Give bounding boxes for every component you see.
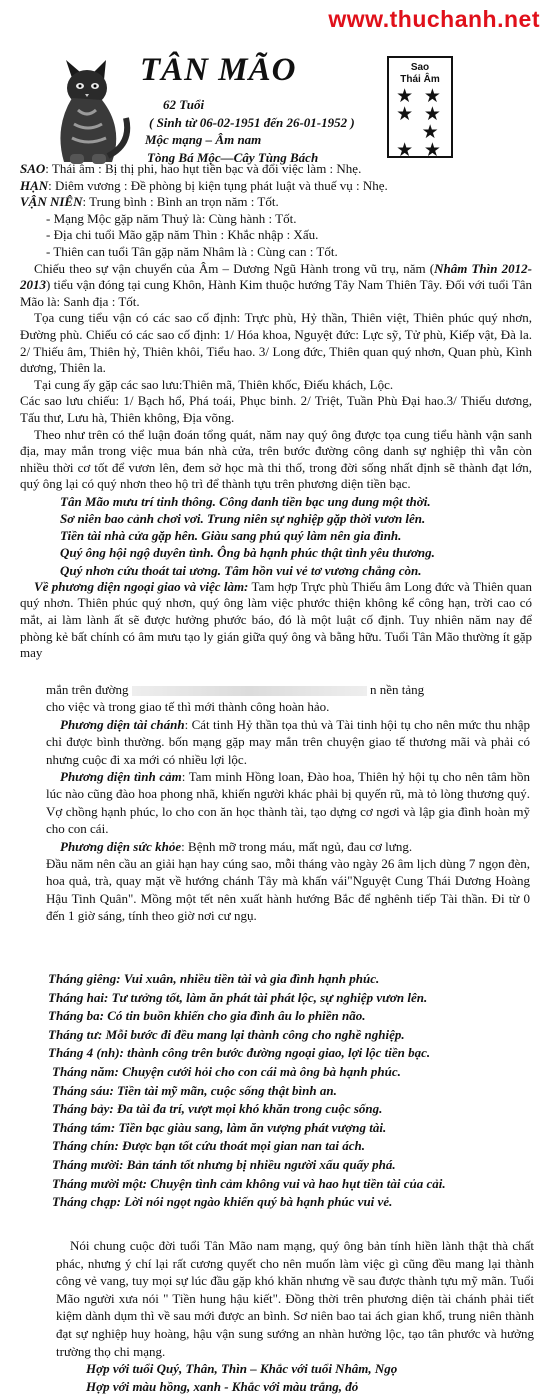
month-line: Tháng ba: Có tin buồn khiến cho gia đình âu lo phiền não. bbox=[48, 1008, 366, 1024]
month-line: Tháng sáu: Tiền tài mỹ mãn, cuộc sống thật bình an. bbox=[52, 1082, 337, 1098]
month-line: Tháng 4 (nh): thành công trên bước đường ngoại giao, lợi lộc tiền bạc. bbox=[48, 1045, 431, 1061]
month-line: Tháng bảy: Đa tài đa trí, vượt mọi khó khăn trong cuộc sống. bbox=[52, 1101, 383, 1117]
poem-line: Tiền tài nhà cửa gặp hên. Giàu sang phú quý làm nên gia đình. bbox=[60, 528, 402, 544]
star-line: SAO: Thái âm : Bị thị phi, hao hụt tiền bạc và đổi việc làm : Nhẹ. bbox=[20, 161, 362, 176]
poem-line: Tân Mão mưu trí tinh thông. Công danh tiền bạc ung dung một thời. bbox=[60, 493, 431, 509]
star-line: HẠN: Diêm vương : Đề phòng bị kiện tụng phát luật và thuế vụ : Nhẹ. bbox=[20, 177, 388, 193]
month-line: Tháng tám: Tiền bạc giàu sang, làm ăn vượng phát vượng tài. bbox=[52, 1119, 387, 1135]
monthly-forecast bbox=[48, 970, 538, 1212]
lineage-text: Tòng Bá Mộc—Cây Tùng Bách bbox=[147, 149, 319, 165]
main-content bbox=[20, 161, 532, 662]
paragraph: Chiếu theo sự vận chuyển của Âm – Dương Ngũ Hành trong vũ trụ, năm (Nhâm Thìn 2012-2013) tiểu vận đóng tại cung Khôn, Hành Kim thuộc hướng Tây Nam Thiên Tây. Đối với tuổi Tân Mão là: Sanh địa : Tốt. bbox=[20, 260, 532, 309]
paragraph: Tại cung ấy gặp các sao lưu:Thiên mã, Thiên khốc, Điếu khách, Lộc. bbox=[34, 376, 394, 392]
foreign-affairs-paragraph: Về phương diện ngoại giao và việc làm: Tam hợp Trực phù Thiếu âm Long đức và Thiên quan quý nhơn. Thiên phúc quý nhơn, quý ông làm việc phước thiện không kể công hạn, trời cao có mắt, ai làm lành ất sẽ được hưởng phước báo, đó là một luật cố định. Tuy nhiên năm nay để phòng kẻ bất chính có âm mưu tạo ly gián giữa quý ông và bằng hữu. Tuổi Tân Mão thường ít gặp may bbox=[20, 578, 532, 661]
site-url-link[interactable]: www.thuchanh.net bbox=[328, 6, 540, 32]
remedy-paragraph: Đầu năm nên cầu an giải hạn hay cúng sao, mỗi tháng vào ngày 26 âm lịch dùng 7 ngọn đèn, hoa quả, trà, quay mặt về hướng chánh Tây mà khấn vái"Nguyệt Cung Thái Dương Hoàng Hậu Tinh Quân". Mồng một tết nên xuất hành hướng Bắc để nghênh tiếp Tài thần. Đi từ 0 đến 1 giờ sáng, tính theo giờ nơi cư ngụ. bbox=[46, 856, 530, 924]
paragraph: Theo như trên có thể luận đoán tổng quát, năm nay quý ông được tọa cung tiểu hành vận sanh địa, may mắn trong việc mua bán nhà cửa, trên bước đường công danh sự nghiệp thì vẫn còn nhiều thời cơ tốt để vươn lên, đem sở học mà thi thố, trong đời sống nhất định sẽ thành đạt lớn, quý ông lại có quý nhơn theo hộ trì để thành tựu trên phương diện tiền bạc. bbox=[20, 426, 532, 492]
star-box-label-1: Sao bbox=[410, 62, 430, 73]
sub-item: - Mạng Mộc gặp năm Thuỷ là: Cùng hành : Tốt. bbox=[46, 210, 297, 226]
continued-line: cho việc và trong giao tế thì mới thành công hoàn hảo. bbox=[46, 699, 330, 715]
month-line: Tháng chạp: Lời nói ngọt ngào khiến quý bà hạnh phúc vui vẻ. bbox=[52, 1194, 393, 1210]
month-line: Tháng tư: Mỗi bước đi đều mang lại thành công cho nghề nghiệp. bbox=[48, 1026, 405, 1042]
month-line: Tháng mười: Bản tánh tốt nhưng bị nhiều người xấu quấy phá. bbox=[52, 1156, 396, 1172]
compat-colors: Hợp với màu hồng, xanh - Khắc với màu trắng, đỏ bbox=[86, 1378, 359, 1394]
blurred-region bbox=[132, 686, 367, 696]
month-line: Tháng giêng: Vui xuân, nhiều tiền tài và gia đình hạnh phúc. bbox=[48, 971, 380, 986]
star-box-label-2: Thái Âm bbox=[400, 74, 440, 85]
page-title: TÂN MÃO bbox=[140, 52, 297, 88]
star-line: VẬN NIÊN: Trung bình : Bình an trọn năm : Tốt. bbox=[20, 194, 279, 210]
continued-line: mắn trên đường n nền tảng bbox=[46, 682, 425, 697]
sub-item: - Địa chi tuổi Mão gặp năm Thìn : Khắc nhập : Xấu. bbox=[46, 227, 319, 243]
paragraph: Các sao lưu chiếu: 1/ Bạch hổ, Phá toái, Phục binh. 2/ Triệt, Tuần Phù Đại hao.3/ Thiếu dương, Tấu thư, Lưu hà, Thiên không, Địa võng. bbox=[20, 393, 532, 425]
poem-line: Quý ông hội ngộ duyên tình. Ông bà hạnh phúc thật tình yêu thương. bbox=[60, 545, 435, 561]
star-box bbox=[387, 56, 453, 161]
month-line: Tháng hai: Tư tưởng tốt, làm ăn phát tài phát lộc, sự nghiệp vươn lên. bbox=[48, 989, 428, 1005]
section-paragraph: Phương diện tài chánh: Cát tinh Hỷ thần tọa thủ và Tài tinh hội tụ cho nên mức thu nhập chỉ được bình thường. bốn mạng gặp may mắn trên chuyện giao tế thương mãi và phải có nhưng cuộc đi xa mới có nhiều lợi lộc. bbox=[46, 716, 530, 767]
poem bbox=[20, 493, 532, 579]
stars-icon: ★ ★ ★ ★ ★ ★ ★ bbox=[396, 86, 444, 161]
month-line: Tháng chín: Được bạn tốt cứu thoát mọi gian nan tai ách. bbox=[52, 1138, 365, 1154]
element-text: Mộc mạng – Âm nam bbox=[145, 132, 262, 147]
month-line: Tháng năm: Chuyện cưới hỏi cho con cái mà ông bà hạnh phúc. bbox=[52, 1063, 401, 1079]
birth-range-text: ( Sinh từ 06-02-1951 đến 26-01-1952 ) bbox=[149, 114, 355, 130]
compat-ages: Hợp với tuổi Quý, Thân, Thìn – Khắc với tuổi Nhâm, Ngọ bbox=[86, 1361, 398, 1377]
continued-content bbox=[46, 681, 530, 925]
header-details bbox=[145, 96, 355, 166]
paragraph: Tọa cung tiểu vận có các sao cố định: Trực phù, Hỷ thần, Thiên việt, Thiên phúc quý nhơn, Đường phù. Chiếu có các sao cố định: 1/ Hóa khoa, Nguyệt đức: Lực sỹ, Tử phù, Kiếp vật, Đà la. 2/ Thiếu âm, Thiên hỷ, Thiên khôi, Tiểu hao. 3/ Long đức, Thiên quan quý nhơn, Quan phù, Kình dương, Thiên la. bbox=[20, 310, 532, 376]
section-paragraph: Phương diện sức khỏe: Bệnh mỡ trong máu, mất ngủ, đau cơ lưng. bbox=[60, 838, 413, 854]
age-text: 62 Tuổi bbox=[163, 97, 205, 112]
sub-item: - Thiên can tuổi Tân gặp năm Nhâm là : Cùng can : Tốt. bbox=[46, 243, 338, 259]
poem-line: Sơ niên bao cảnh chơi vơi. Trung niên sự nghiệp gặp thời vươn lên. bbox=[60, 511, 426, 527]
cat-illustration bbox=[42, 58, 134, 170]
conclusion-paragraph: Nói chung cuộc đời tuổi Tân Mão nam mạng, quý ông bản tính hiền lành thật thà chất phác, nhưng ý chí lại rất cương quyết cho nên muốn làm việc gì cũng đều mang lại thành công vẻ vang, tuy mọi sự lúc đầu gặp khó khăn nhưng về sau được thành tựu mỹ mãn. Tuổi Mão người xưa nói " Tiền hung hậu kiết". Đồng thời trên phương diện tài chánh phải tiết kiệm dành dụm thì về sau mới được an bình. Sơ niên bao tai ách gian khổ, trung niên thành đạt sự nghiệp huy hoàng, hậu vận sung sướng an nhàn hưởng lộc, tạo tân phước và hưởng trường thọ chi mạng. bbox=[56, 1238, 534, 1359]
poem-line: Quý nhơn cứu thoát tai ương. Tâm hồn vui vẻ tơ vương chẳng còn. bbox=[60, 562, 422, 578]
conclusion-section bbox=[56, 1237, 534, 1395]
month-line: Tháng mười một: Chuyện tình cảm không vui và hao hụt tiền tài của cải. bbox=[52, 1175, 446, 1191]
section-paragraph: Phương diện tình cảm: Tam minh Hồng loan, Đào hoa, Thiên hỷ hội tụ cho nên tâm hồn lúc nào cũng đào hoa phong nhã, khiến người khác phải bị quyến rũ, mà tỏ lòng thương quý. Vợ chồng hạnh phúc, lo cho con ăn học thành tài, tạo dựng cơ ngơi và lập gia đình hoàn mỹ cho con cái. bbox=[46, 769, 531, 837]
